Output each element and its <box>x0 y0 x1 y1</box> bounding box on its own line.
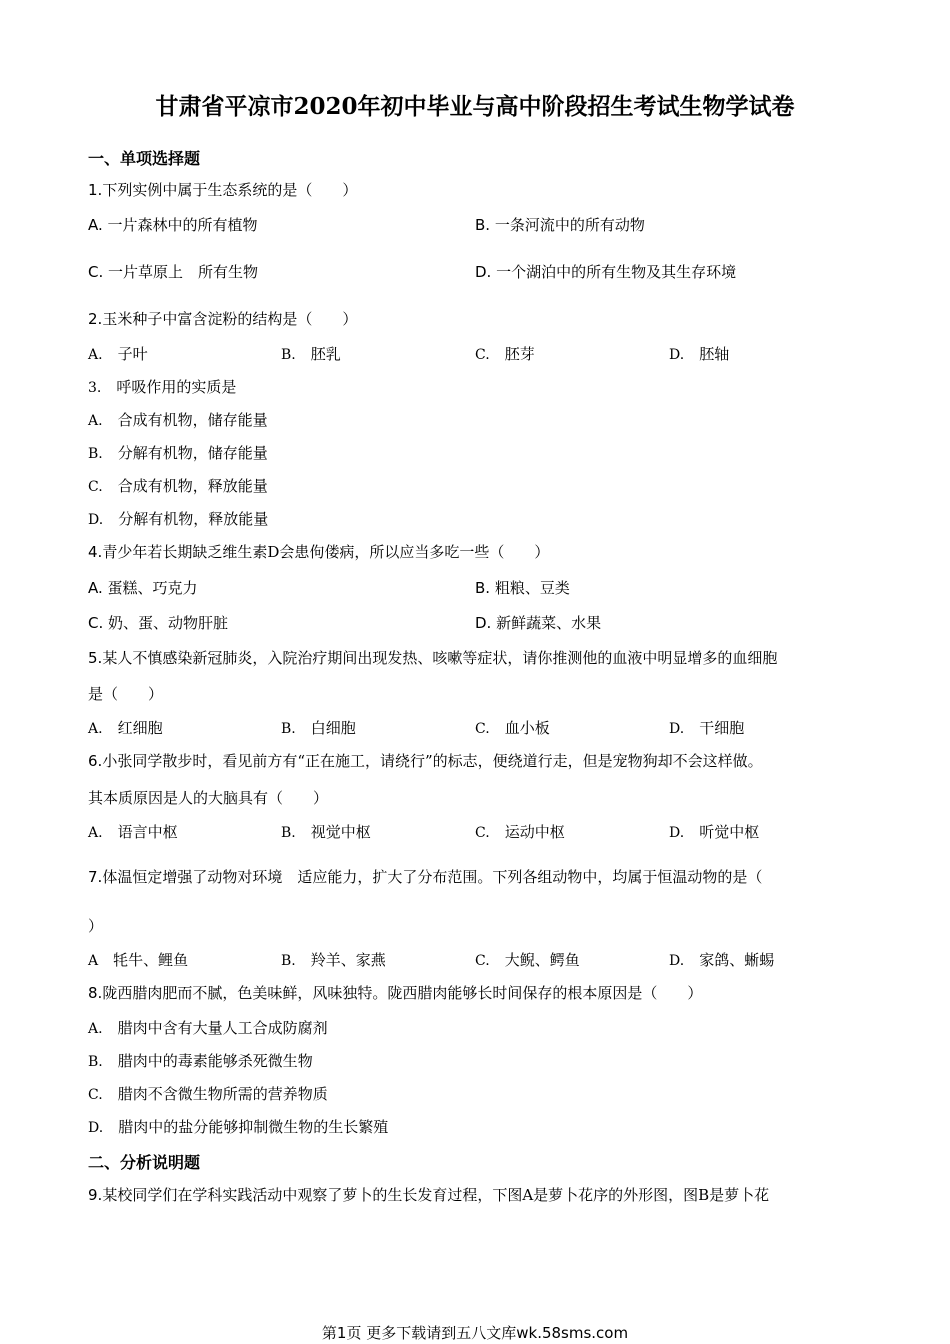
option-c <box>88 475 268 496</box>
option-label: B. <box>88 446 103 462</box>
option-label: C. <box>475 347 490 363</box>
option-text: 腊肉中的毒素能够杀死微生物 <box>117 1052 313 1070</box>
option-a <box>88 214 258 235</box>
question-stem: 小张同学散步时，看见前方有“正在施工，请绕行”的标志，便绕道行走，但是宠物狗却不会这样做。 <box>102 752 763 770</box>
option-a <box>88 821 178 842</box>
option-label: D. <box>88 1120 104 1136</box>
question-6 <box>88 750 763 771</box>
option-b <box>281 343 341 364</box>
option-text: 奶、蛋、动物肝脏 <box>108 614 229 632</box>
option-text: 一片草原上 所有生物 <box>108 263 259 281</box>
footer-page-prefix: 第 <box>321 1324 337 1342</box>
option-text: 合成有机物，储存能量 <box>117 411 268 429</box>
question-number: 4. <box>88 543 103 561</box>
question-number: 3. <box>88 380 102 396</box>
option-text: 一片森林中的所有植物 <box>107 216 258 234</box>
option-text: 听觉中枢 <box>699 823 760 841</box>
question-number: 9. <box>88 1186 103 1204</box>
option-label: C. <box>88 263 104 281</box>
question-number: 1. <box>88 181 103 199</box>
option-c <box>475 343 535 364</box>
option-label: D. <box>475 263 492 281</box>
question-stem: 青少年若长期缺乏维生素D会患佝偻病，所以应当多吃一些（ ） <box>102 543 550 561</box>
option-text: 白细胞 <box>310 719 356 737</box>
option-a <box>88 1017 328 1038</box>
option-text: 子叶 <box>117 345 148 363</box>
option-label: C. <box>88 614 104 632</box>
option-text: 干细胞 <box>699 719 745 737</box>
option-label: D. <box>669 825 685 841</box>
option-text: 大鲵、鳄鱼 <box>504 951 580 969</box>
option-label: C. <box>475 825 490 841</box>
section-heading-choice: 一、单项选择题 <box>88 149 201 168</box>
option-b <box>281 717 356 738</box>
question-number: 7. <box>88 868 103 886</box>
option-b <box>88 442 268 463</box>
question-5 <box>88 647 777 668</box>
question-number: 6. <box>88 752 103 770</box>
question-number: 2. <box>88 310 103 328</box>
option-text: 胚轴 <box>699 345 730 363</box>
option-c <box>88 1083 328 1104</box>
section-heading-analysis: 二、分析说明题 <box>88 1153 201 1172</box>
option-b <box>281 821 371 842</box>
option-d <box>669 343 729 364</box>
option-d <box>669 821 759 842</box>
option-label: C. <box>88 1087 103 1103</box>
option-text: 粗粮、豆类 <box>494 579 570 597</box>
option-d <box>669 717 744 738</box>
question-stem: 玉米种子中富含淀粉的结构是（ ） <box>102 310 358 328</box>
option-d <box>475 261 736 282</box>
option-label: B. <box>88 1054 103 1070</box>
option-b <box>88 1050 313 1071</box>
option-label: D. <box>669 721 685 737</box>
question-stem: 下列实例中属于生态系统的是（ ） <box>102 181 358 199</box>
option-label: B. <box>475 579 491 597</box>
option-label: A. <box>88 579 103 597</box>
option-text: 腊肉不含微生物所需的营养物质 <box>117 1085 328 1103</box>
option-text: 血小板 <box>504 719 550 737</box>
option-label: D. <box>475 614 492 632</box>
option-label: A. <box>88 216 103 234</box>
footer-site-link[interactable]: wk.58sms.com <box>516 1324 629 1342</box>
option-label: C. <box>475 953 490 969</box>
option-a <box>88 949 188 970</box>
question-stem: 呼吸作用的实质是 <box>116 378 237 396</box>
question-6-continued: 其本质原因是人的大脑具有（ ） <box>88 789 329 807</box>
option-label: B. <box>281 953 296 969</box>
question-stem: 陇西腊肉肥而不腻，色美味鲜，风味独特。陇西腊肉能够长时间保存的根本原因是（ ） <box>102 984 703 1002</box>
question-stem: 某校同学们在学科实践活动中观察了萝卜的生长发育过程，下图A是萝卜花序的外形图，图B是萝卜花 <box>102 1186 770 1204</box>
option-d <box>475 612 601 633</box>
option-b <box>281 949 386 970</box>
question-8 <box>88 982 702 1003</box>
option-text: 新鲜蔬菜、水果 <box>496 614 602 632</box>
option-text: 腊肉中的盐分能够抑制微生物的生长繁殖 <box>118 1118 389 1136</box>
option-text: 胚芽 <box>504 345 535 363</box>
option-label: D. <box>669 347 685 363</box>
option-label: D. <box>669 953 685 969</box>
option-text: 蛋糕、巧克力 <box>107 579 198 597</box>
option-text: 分解有机物，释放能量 <box>118 510 269 528</box>
question-7-continued: ） <box>88 917 104 935</box>
option-a <box>88 343 148 364</box>
option-label: A. <box>88 413 103 429</box>
page-footer <box>0 1322 950 1343</box>
option-text: 牦牛、鲤鱼 <box>113 951 189 969</box>
option-c <box>475 821 565 842</box>
option-text: 腊肉中含有大量人工合成防腐剂 <box>117 1019 328 1037</box>
option-text: 运动中枢 <box>504 823 565 841</box>
option-label: B. <box>281 825 296 841</box>
footer-page-number: 1 <box>336 1324 347 1342</box>
question-number: 8. <box>88 984 103 1002</box>
option-b <box>475 577 570 598</box>
page-title: 甘肃省平凉市2020年初中毕业与高中阶段招生考试生物学试卷 <box>155 93 795 120</box>
option-c <box>475 949 580 970</box>
option-d <box>88 1116 388 1137</box>
option-text: 羚羊、家燕 <box>310 951 386 969</box>
question-stem: 体温恒定增强了动物对环境 适应能力，扩大了分布范围。下列各组动物中，均属于恒温动物的是（ <box>102 868 763 886</box>
question-9 <box>88 1184 769 1205</box>
option-text: 合成有机物，释放能量 <box>117 477 268 495</box>
option-label: A. <box>88 1021 103 1037</box>
option-label: A. <box>88 825 103 841</box>
option-text: 视觉中枢 <box>310 823 371 841</box>
option-label: A. <box>88 347 103 363</box>
question-3 <box>88 376 236 397</box>
option-text: 家鸽、蜥蜴 <box>699 951 775 969</box>
option-text: 一个湖泊中的所有生物及其生存环境 <box>496 263 737 281</box>
option-label: A. <box>88 721 103 737</box>
option-label: A <box>88 953 99 969</box>
footer-page-suffix: 页 更多下载请到五八文库 <box>346 1324 517 1342</box>
option-label: C. <box>88 479 103 495</box>
question-stem: 某人不慎感染新冠肺炎，入院治疗期间出现发热、咳嗽等症状，请你推测他的血液中明显增多的血细胞 <box>102 649 778 667</box>
option-text: 分解有机物，储存能量 <box>117 444 268 462</box>
question-7 <box>88 866 762 887</box>
option-a <box>88 409 268 430</box>
option-label: D. <box>88 512 104 528</box>
option-label: C. <box>475 721 490 737</box>
question-2 <box>88 308 357 329</box>
question-5-continued: 是（ ） <box>88 685 164 703</box>
option-a <box>88 577 198 598</box>
option-b <box>475 214 645 235</box>
option-label: B. <box>281 721 296 737</box>
option-c <box>88 612 228 633</box>
option-d <box>88 508 268 529</box>
option-c <box>475 717 550 738</box>
question-4 <box>88 541 549 562</box>
option-a <box>88 717 163 738</box>
option-text: 一条河流中的所有动物 <box>494 216 645 234</box>
option-text: 语言中枢 <box>117 823 178 841</box>
option-d <box>669 949 774 970</box>
option-text: 红细胞 <box>117 719 163 737</box>
option-text: 胚乳 <box>310 345 341 363</box>
option-label: B. <box>281 347 296 363</box>
question-1 <box>88 179 357 200</box>
option-label: B. <box>475 216 491 234</box>
question-number: 5. <box>88 649 103 667</box>
option-c <box>88 261 258 282</box>
